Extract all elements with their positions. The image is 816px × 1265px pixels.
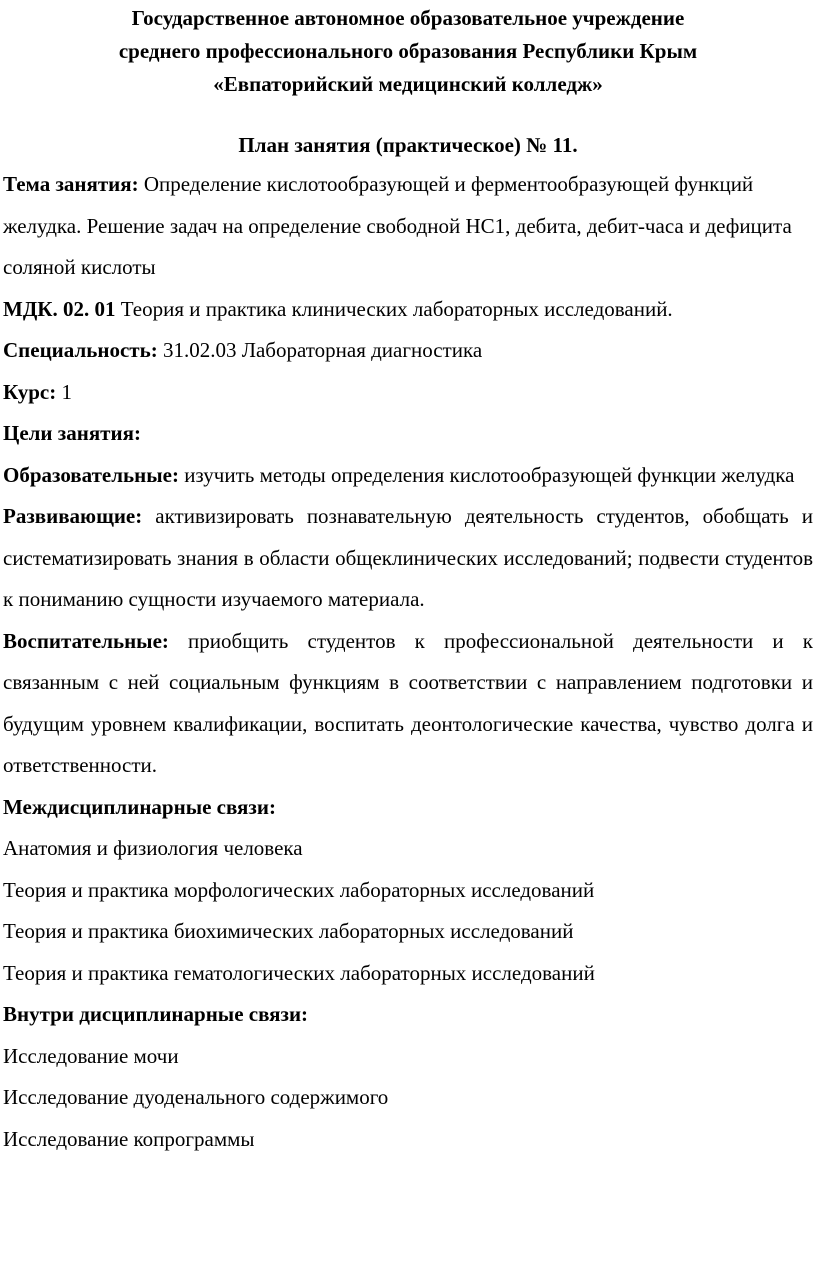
specialty-paragraph bbox=[3, 330, 813, 372]
interdisciplinary-item: Анатомия и физиология человека bbox=[3, 836, 303, 860]
developing-label: Развивающие: bbox=[3, 504, 143, 528]
interdisciplinary-heading: Междисциплинарные связи: bbox=[3, 794, 276, 819]
header-line-3: «Евпаторийский медицинский колледж» bbox=[213, 72, 603, 96]
topic-label: Тема занятия: bbox=[3, 172, 139, 196]
educational-paragraph bbox=[3, 455, 813, 497]
developing-paragraph bbox=[3, 496, 813, 621]
course-text: 1 bbox=[56, 379, 72, 404]
educational-text: изучить методы определения кислотообразующей функции желудка bbox=[178, 462, 795, 487]
intradisciplinary-item: Исследование дуоденального содержимого bbox=[3, 1085, 389, 1109]
goals-heading: Цели занятия: bbox=[3, 421, 141, 445]
topic-text: Определение кислотообразующей и ферментообразующей функций желудка. Решение задач на определение свободной НС1, дебита, дебит-часа и дефицита соляной кислоты bbox=[3, 172, 792, 279]
course-paragraph bbox=[3, 372, 813, 414]
specialty-text: 31.02.03 Лабораторная диагностика bbox=[157, 338, 483, 362]
header-line-2: среднего профессионального образования Республики Крым bbox=[118, 39, 698, 63]
interdisciplinary-item: Теория и практика морфологических лабораторных исследований bbox=[3, 877, 595, 902]
intradisciplinary-item: Исследование копрограммы bbox=[3, 1126, 255, 1151]
specialty-label: Специальность: bbox=[3, 338, 158, 362]
upbringing-label: Воспитательные: bbox=[3, 628, 169, 653]
mdk-text: Теория и практика клинических лабораторных исследований. bbox=[115, 296, 673, 321]
interdisciplinary-item: Теория и практика биохимических лабораторных исследований bbox=[3, 919, 574, 943]
plan-title: План занятия (практическое) № 11. bbox=[238, 133, 578, 157]
developing-text: активизировать познавательную деятельность студентов, обобщать и систематизировать знания в области общеклинических исследований; подвести студентов к пониманию сущности изучаемого материала. bbox=[3, 504, 813, 611]
institution-header bbox=[3, 0, 813, 101]
topic-paragraph bbox=[3, 164, 813, 289]
educational-label: Образовательные: bbox=[3, 462, 179, 487]
interdisciplinary-item: Теория и практика гематологических лабораторных исследований bbox=[3, 960, 595, 985]
upbringing-text: приобщить студентов к профессиональной деятельности и к связанным с ней социальным функциям в соответствии с направлением подготовки и будущим уровнем квалификации, воспитать деонтологические качества, чувство долга и ответственности. bbox=[3, 628, 813, 777]
mdk-label: МДК. 02. 01 bbox=[3, 296, 116, 321]
intradisciplinary-item: Исследование мочи bbox=[3, 1043, 179, 1068]
header-line-1: Государственное автономное образовательное учреждение bbox=[131, 6, 685, 30]
mdk-paragraph bbox=[3, 289, 813, 331]
upbringing-paragraph bbox=[3, 621, 813, 787]
course-label: Курс: bbox=[3, 379, 57, 404]
intradisciplinary-heading: Внутри дисциплинарные связи: bbox=[3, 1002, 309, 1026]
